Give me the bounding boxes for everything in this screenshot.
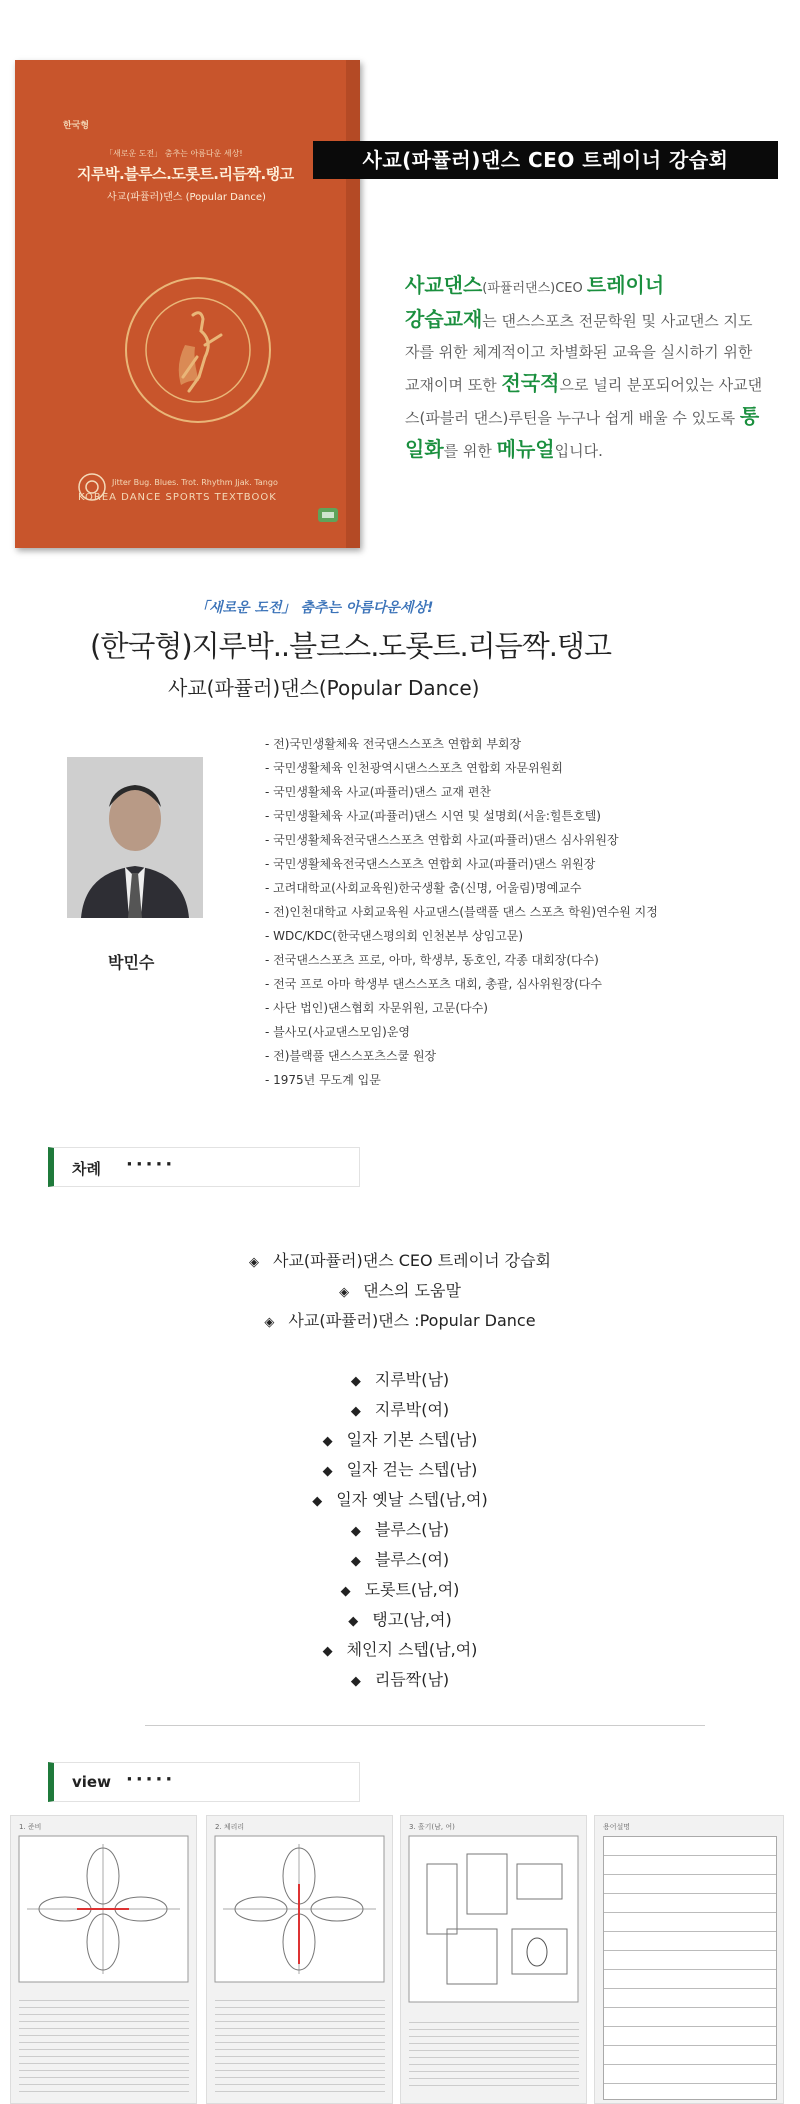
toc-dance-item: [0, 1575, 800, 1605]
book-title: 지루박.블루스.도롯트.리듬짝.탱고: [77, 165, 294, 183]
description-text: [405, 270, 765, 467]
career-item: - 전국 프로 아마 학생부 댄스스포츠 대회, 총괄, 심사위원장(다수: [265, 977, 602, 991]
career-item: - 국민생활체육 사교(파퓰러)댄스 시연 및 설명회(서울:힐튼호텔): [265, 809, 601, 823]
toc-label: 블루스(남): [374, 1520, 450, 1539]
book-textbook-line: KOREA DANCE SPORTS TEXTBOOK: [78, 492, 277, 503]
author-photo: [67, 757, 203, 918]
sub-title: 사교(파퓰러)댄스(Popular Dance): [168, 676, 480, 700]
toc-dance-item: [0, 1605, 800, 1635]
book-cover-image: [15, 60, 360, 548]
toc-section-label: 차례: [72, 1160, 101, 1178]
toc-main-list: [0, 1246, 800, 1336]
author-career-list: [265, 732, 658, 1092]
toc-section-header: [48, 1147, 360, 1187]
glossary-table: [603, 1836, 777, 2100]
book-brand: 한국형: [63, 121, 90, 131]
toc-label: 지루박(남): [374, 1370, 450, 1389]
desc-text: CEO: [555, 281, 587, 296]
toc-dance-item: [0, 1455, 800, 1485]
toc-label: 사교(파퓰러)댄스 :Popular Dance: [288, 1311, 536, 1330]
career-item: - WDC/KDC(한국댄스평의회 인천본부 상임고문): [265, 929, 524, 943]
career-item: - 국민생활체육 사교(파퓰러)댄스 교재 편찬: [265, 785, 492, 799]
career-item: - 전)인천대학교 사회교육원 사교댄스(블랙풀 댄스 스포츠 학원)연수원 지정: [265, 905, 658, 919]
toc-label: 탱고(남,여): [372, 1610, 452, 1629]
toc-label: 일자 옛날 스텝(남,여): [336, 1490, 488, 1509]
career-item: - 사단 법인)댄스협회 자문위원, 고문(다수): [265, 1001, 488, 1015]
text-lines: [409, 2016, 579, 2086]
diamond-bullet-icon: ◆: [322, 1464, 333, 1479]
desc-keyword: 통일화: [405, 404, 760, 461]
publisher-logo-icon: [316, 506, 340, 524]
floor-diagram: [17, 1834, 190, 1984]
dancer-emblem-icon: [123, 275, 273, 425]
diamond-bullet-icon: ◈: [264, 1315, 275, 1330]
toc-dance-item: [0, 1665, 800, 1695]
toc-dance-item: [0, 1395, 800, 1425]
diamond-bullet-icon: ◆: [350, 1674, 361, 1689]
toc-main-item: [0, 1276, 800, 1306]
author-name: 박민수: [108, 953, 155, 972]
desc-keyword: 메뉴얼: [496, 437, 555, 461]
toc-dance-item: [0, 1425, 800, 1455]
desc-keyword: 강습교재: [405, 307, 483, 331]
toc-label: 일자 걷는 스텝(남): [346, 1460, 478, 1479]
toc-section-dots: ·····: [126, 1154, 176, 1175]
step-diagram: [407, 1834, 580, 2004]
diamond-bullet-icon: ◈: [339, 1285, 350, 1300]
view-page-thumbnail[interactable]: [10, 1815, 197, 2104]
career-item: - 국민생활체육전국댄스스포츠 연합회 사교(파퓰러)댄스 심사위원장: [265, 833, 619, 847]
view-page-thumbnail[interactable]: [400, 1815, 587, 2104]
view-page-heading: 용어설명: [603, 1823, 631, 1831]
book-dances-line: Jitter Bug. Blues. Trot. Rhythm Jjak. Tango: [112, 478, 278, 487]
toc-dance-item: [0, 1545, 800, 1575]
view-section-header: [48, 1762, 360, 1802]
diamond-bullet-icon: ◆: [322, 1434, 333, 1449]
desc-keyword: 전국적: [501, 371, 560, 395]
toc-label: 사교(파퓰러)댄스 CEO 트레이너 강습회: [272, 1251, 551, 1270]
desc-keyword: 트레이너: [586, 273, 665, 297]
toc-dance-item: [0, 1515, 800, 1545]
toc-label: 리듬짝(남): [374, 1670, 450, 1689]
view-page-thumbnail[interactable]: [594, 1815, 784, 2104]
diamond-bullet-icon: ◆: [350, 1554, 361, 1569]
view-section-dots: ·····: [126, 1769, 176, 1790]
toc-dance-item: [0, 1635, 800, 1665]
toc-label: 지루박(여): [374, 1400, 450, 1419]
diamond-bullet-icon: ◆: [312, 1494, 323, 1509]
main-title: (한국형)지루박..블르스.도롯트.리듬짝.탱고: [90, 629, 611, 663]
toc-label: 댄스의 도움말: [363, 1281, 461, 1300]
text-lines: [215, 1994, 385, 2094]
diamond-bullet-icon: ◆: [350, 1404, 361, 1419]
toc-dance-item: [0, 1485, 800, 1515]
career-item: - 고려대학교(사회교육원)한국생활 춤(신명, 어울림)명예교수: [265, 881, 582, 895]
toc-label: 체인지 스텝(남,여): [346, 1640, 478, 1659]
book-subtitle: 사교(파퓰러)댄스 (Popular Dance): [107, 192, 266, 203]
text-lines: [19, 1994, 189, 2094]
career-item: - 전)국민생활체육 전국댄스스포츠 연합회 부회장: [265, 737, 522, 751]
floor-diagram: [213, 1834, 386, 1984]
slogan: 「새로운 도전」 춤추는 아름다운세상!: [195, 600, 434, 616]
toc-dance-item: [0, 1365, 800, 1395]
view-page-thumbnail[interactable]: [206, 1815, 393, 2104]
desc-text: (파퓰러댄스): [482, 281, 556, 296]
diamond-bullet-icon: ◆: [348, 1614, 359, 1629]
desc-text: 는 댄스스포츠 전문학원 및 사교댄스 지도자를 위한 체계적이고 차별화된 교육을 실시하기 위한 교재이며 또한: [405, 312, 753, 394]
section-divider: [145, 1725, 705, 1726]
diamond-bullet-icon: ◆: [350, 1374, 361, 1389]
view-page-heading: 1. 준비: [19, 1823, 42, 1831]
diamond-bullet-icon: ◆: [340, 1584, 351, 1599]
career-item: - 전국댄스스포츠 프로, 아마, 학생부, 동호인, 각종 대회장(다수): [265, 953, 599, 967]
career-item: - 전)블랙풀 댄스스포츠스쿨 원장: [265, 1049, 437, 1063]
diamond-bullet-icon: ◈: [248, 1255, 259, 1270]
toc-label: 블루스(여): [374, 1550, 450, 1569]
career-item: - 국민생활체육전국댄스스포츠 연합회 사교(파퓰러)댄스 위원장: [265, 857, 596, 871]
career-item: - 1975년 무도계 입문: [265, 1073, 381, 1087]
view-section-label: view: [72, 1773, 111, 1791]
toc-dance-list: [0, 1365, 800, 1695]
diamond-bullet-icon: ◆: [322, 1644, 333, 1659]
book-tagline: 「새로운 도전」 춤추는 아름다운 세상!: [105, 149, 243, 158]
toc-label: 도롯트(남,여): [364, 1580, 460, 1599]
toc-label: 일자 기본 스텝(남): [346, 1430, 478, 1449]
view-page-heading: 2. 체리리: [215, 1823, 245, 1831]
career-item: - 블사모(사교댄스모임)운영: [265, 1025, 411, 1039]
career-item: - 국민생활체육 인천광역시댄스스포츠 연합회 자문위원회: [265, 761, 563, 775]
diamond-bullet-icon: ◆: [350, 1524, 361, 1539]
desc-keyword: 사교댄스: [405, 273, 483, 297]
view-page-heading: 3. 흘기(남, 여): [409, 1823, 455, 1831]
desc-text: 입니다.: [554, 442, 603, 460]
desc-text: 를 위한: [443, 442, 497, 460]
toc-main-item: [0, 1246, 800, 1276]
desc-text: 으로 널리 분포되어있는 사교댄스(파블러 댄스)루틴을 누구나 쉽게 배울 수 있도록: [405, 376, 763, 427]
ceo-banner: 사교(파퓰러)댄스 CEO 트레이너 강습회: [313, 141, 778, 179]
toc-main-item: [0, 1306, 800, 1336]
